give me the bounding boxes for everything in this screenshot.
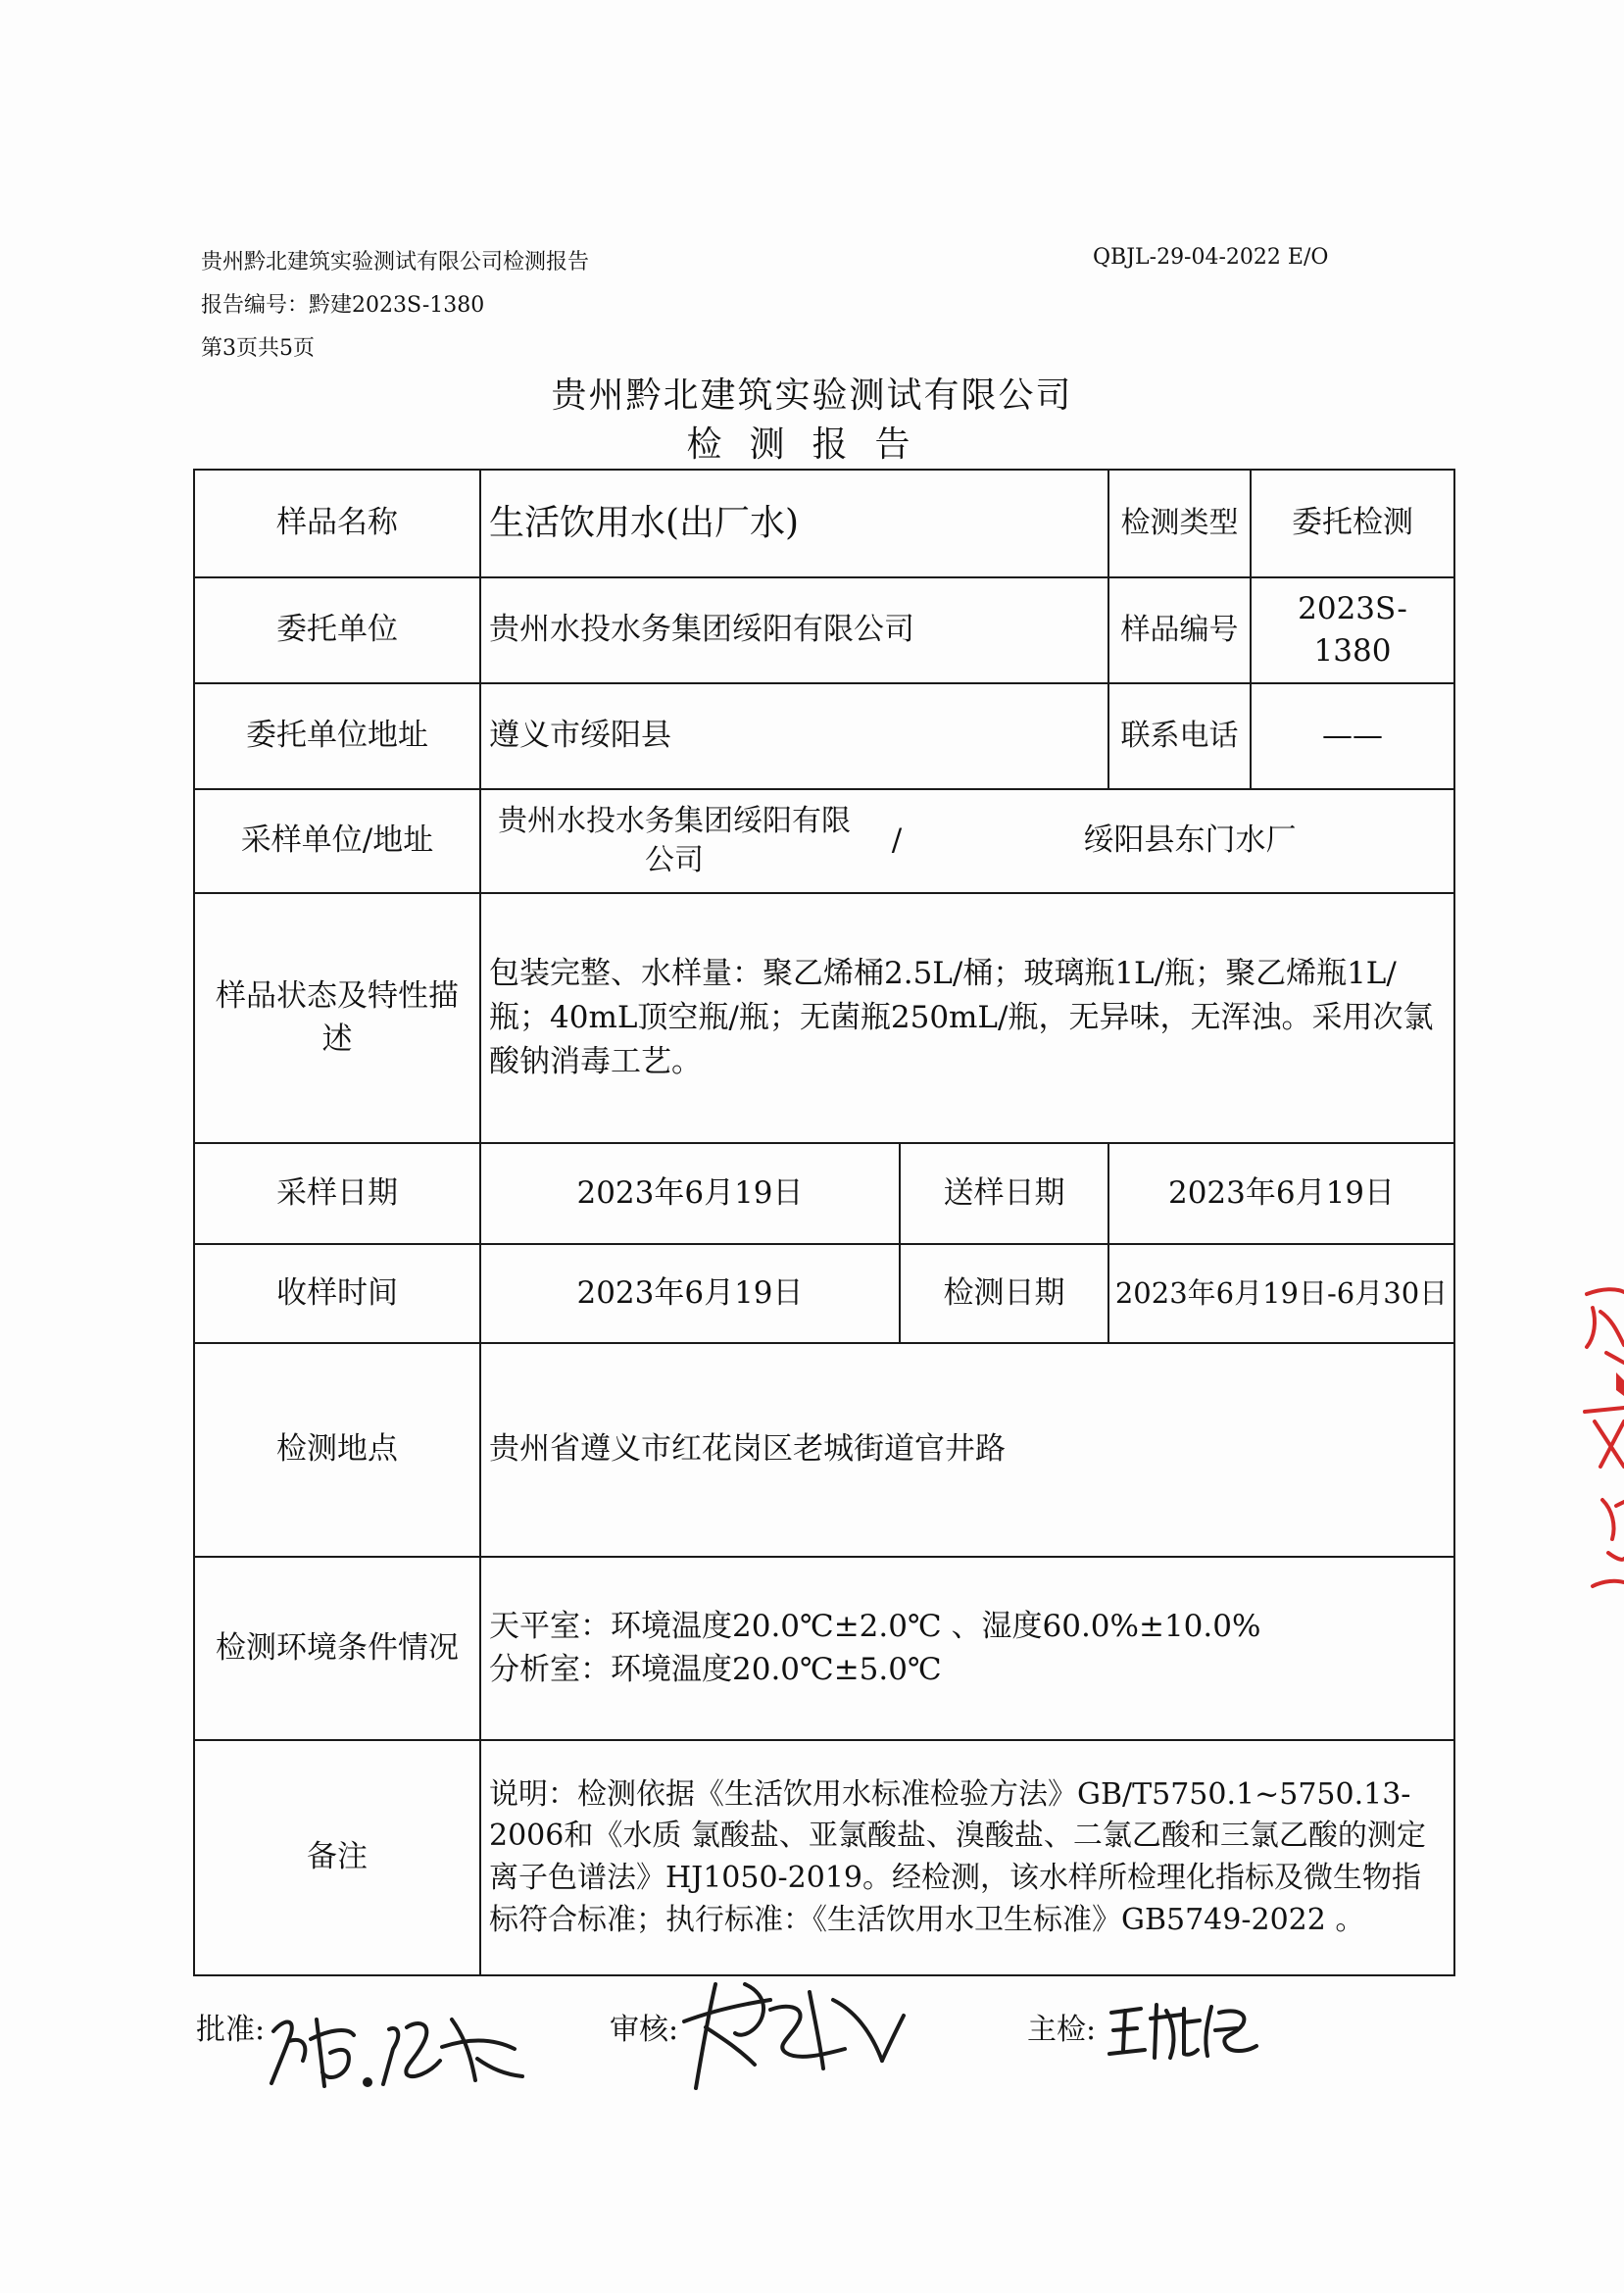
- header-doc-code: QBJL-29-04-2022 E/O: [1093, 245, 1329, 270]
- client-value: 贵州水投水务集团绥阳有限公司: [480, 577, 1108, 683]
- sample-no-value: 2023S-1380: [1251, 577, 1454, 683]
- delivery-date-label: 送样日期: [900, 1143, 1108, 1244]
- remarks-value: 说明：检测依据《生活饮用水标准检验方法》GB/T5750.1~5750.13-2006和《水质 氯酸盐、亚氯酸盐、溴酸盐、二氯乙酸和三氯乙酸的测定 离子色谱法》HJ1050-2019。经检测，该水样所检理化指标及微生物指标符合标准；执行标准：《生活饮用水卫生标准》GB5749-2022 。: [480, 1740, 1454, 1975]
- report-table: [193, 469, 1455, 1976]
- location-label: 检测地点: [194, 1343, 480, 1557]
- sampling-separator: /: [891, 822, 903, 859]
- test-date-value: 2023年6月19日-6月30日: [1108, 1244, 1454, 1343]
- sample-desc-value: 包装完整、水样量：聚乙烯桶2.5L/桶；玻璃瓶1L/瓶；聚乙烯瓶1L/瓶；40mL顶空瓶/瓶；无菌瓶250mL/瓶，无异味，无浑浊。采用次氯酸钠消毒工艺。: [480, 893, 1454, 1143]
- location-value: 贵州省遵义市红花岗区老城街道官井路: [480, 1343, 1454, 1557]
- test-type-value: 委托检测: [1251, 470, 1454, 577]
- sampling-address-value: 绥阳县东门水厂: [1083, 822, 1297, 859]
- approve-label: 批准:: [196, 2013, 266, 2047]
- sampling-unit-label: 采样单位/地址: [194, 789, 480, 893]
- review-label: 审核:: [610, 2013, 679, 2047]
- client-address-label: 委托单位地址: [194, 683, 480, 789]
- remarks-label: 备注: [194, 1740, 480, 1975]
- client-label: 委托单位: [194, 577, 480, 683]
- sample-desc-label: 样品状态及特性描述: [194, 893, 480, 1143]
- header-report-no: 报告编号：黔建2023S-1380: [201, 293, 485, 318]
- page-title-company: 贵州黔北建筑实验测试有限公司: [551, 375, 1073, 416]
- receipt-time-label: 收样时间: [194, 1244, 480, 1343]
- sampling-unit-value: 贵州水投水务集团绥阳有限公司: [498, 803, 851, 877]
- sample-name-value: 生活饮用水(出厂水): [480, 470, 1108, 577]
- sampling-date-label: 采样日期: [194, 1143, 480, 1244]
- sample-name-label: 样品名称: [194, 470, 480, 577]
- page-title-report: 检测报告: [686, 424, 938, 465]
- review-signature: [676, 1970, 911, 2098]
- env-line-1: 天平室：环境温度20.0℃±2.0℃ 、湿度60.0%±10.0%: [489, 1609, 1261, 1645]
- header-page: 第3页共5页: [201, 336, 315, 361]
- test-date-label: 检测日期: [900, 1244, 1108, 1343]
- sample-no-label: 样品编号: [1108, 577, 1251, 683]
- client-address-value: 遵义市绥阳县: [480, 683, 1108, 789]
- receipt-time-value: 2023年6月19日: [480, 1244, 900, 1343]
- delivery-date-value: 2023年6月19日: [1108, 1143, 1454, 1244]
- test-type-label: 检测类型: [1108, 470, 1251, 577]
- env-label: 检测环境条件情况: [194, 1557, 480, 1740]
- phone-label: 联系电话: [1108, 683, 1251, 789]
- env-line-2: 分析室：环境温度20.0℃±5.0℃: [489, 1651, 942, 1687]
- header-company-report: 贵州黔北建筑实验测试有限公司检测报告: [201, 250, 590, 274]
- sampling-date-value: 2023年6月19日: [480, 1143, 900, 1244]
- phone-value: ——: [1251, 683, 1454, 789]
- seal-stamp: [1573, 1274, 1624, 1608]
- inspector-label: 主检:: [1027, 2013, 1097, 2047]
- approve-signature: [260, 1990, 534, 2098]
- inspector-signature: [1106, 1995, 1262, 2069]
